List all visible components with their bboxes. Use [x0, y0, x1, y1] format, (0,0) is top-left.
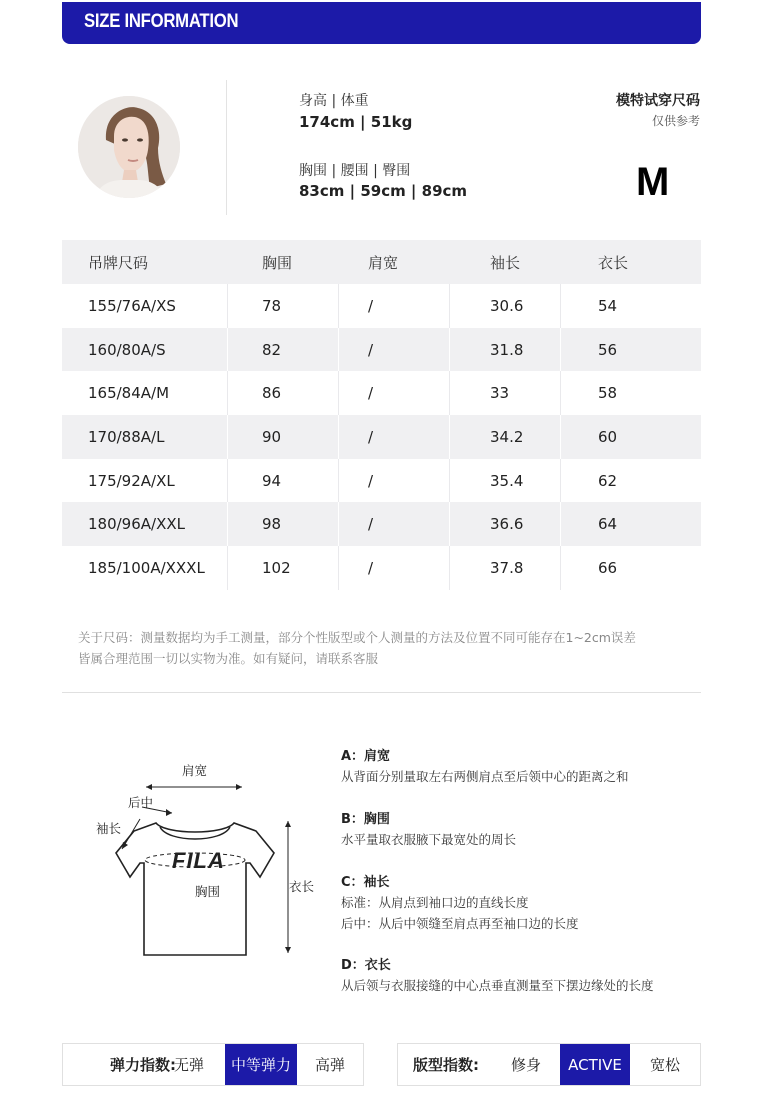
- cell-separator: [560, 371, 561, 415]
- table-cell: 66: [598, 558, 618, 577]
- description-title: B：胸围: [341, 812, 390, 827]
- table-cell: 102: [262, 558, 291, 577]
- cell-separator: [227, 546, 228, 590]
- model-fit-size: M: [636, 160, 670, 204]
- model-avatar: [78, 96, 180, 198]
- table-cell: 175/92A/XL: [88, 471, 175, 490]
- table-cell: 155/76A/XS: [88, 296, 176, 315]
- cell-separator: [227, 371, 228, 415]
- measurement-diagram: [82, 745, 332, 975]
- cell-separator: [449, 415, 450, 459]
- cell-separator: [449, 328, 450, 372]
- cell-separator: [227, 502, 228, 546]
- table-cell: 31.8: [490, 340, 524, 359]
- description-title: C：袖长: [341, 875, 390, 890]
- fit-index: [397, 1043, 701, 1086]
- description-text: 从后领与衣服接缝的中心点垂直测量至下摆边缘处的长度: [341, 978, 654, 993]
- chest-label: 胸围: [195, 884, 221, 899]
- elasticity-option-high: 高弹: [314, 1056, 345, 1074]
- table-cell: 54: [598, 296, 618, 315]
- table-cell: 肩宽: [368, 253, 399, 272]
- table-cell: 180/96A/XXL: [88, 515, 185, 534]
- cell-separator: [560, 415, 561, 459]
- cell-separator: [560, 459, 561, 503]
- table-cell: 60: [598, 427, 618, 446]
- fila-logo: FILA: [172, 848, 225, 873]
- table-cell: 56: [598, 340, 618, 359]
- size-table: [62, 240, 701, 590]
- table-cell: /: [368, 384, 374, 403]
- cell-separator: [560, 502, 561, 546]
- table-cell: 170/88A/L: [88, 427, 165, 446]
- table-cell: 袖长: [490, 253, 521, 272]
- cell-separator: [338, 328, 339, 372]
- cell-separator: [338, 502, 339, 546]
- table-cell: 78: [262, 296, 282, 315]
- table-cell: /: [368, 515, 374, 534]
- cell-separator: [449, 546, 450, 590]
- shoulder-width-label: 肩宽: [182, 763, 208, 778]
- description-text: 后中：从后中领缝至肩点再至袖口边的长度: [341, 916, 579, 931]
- fit-label: 版型指数:: [413, 1056, 479, 1074]
- cell-separator: [227, 415, 228, 459]
- cell-separator: [227, 459, 228, 503]
- page-title: SIZE INFORMATION: [84, 11, 239, 32]
- table-cell: 185/100A/XXXL: [88, 558, 205, 577]
- model-divider: [226, 80, 227, 215]
- table-cell: 35.4: [490, 471, 524, 490]
- cell-separator: [227, 284, 228, 328]
- table-cell: /: [368, 427, 374, 446]
- elasticity-label: 弹力指数:: [110, 1056, 176, 1074]
- table-cell: 衣长: [598, 253, 629, 272]
- fit-option-loose: 宽松: [649, 1056, 680, 1074]
- elasticity-index: [62, 1043, 364, 1086]
- table-header: [62, 240, 701, 284]
- height-weight-value: 174cm | 51kg: [299, 113, 413, 131]
- table-cell: 62: [598, 471, 618, 490]
- height-weight-label: 身高 | 体重: [299, 93, 369, 109]
- table-cell: 34.2: [490, 427, 524, 446]
- description-title: D：衣长: [341, 958, 391, 973]
- cell-separator: [449, 284, 450, 328]
- size-note-line2: 皆属合理范围一切以实物为准。如有疑问，请联系客服: [78, 651, 379, 666]
- cell-separator: [338, 371, 339, 415]
- back-center-label: 后中: [128, 795, 154, 810]
- cell-separator: [560, 284, 561, 328]
- model-portrait-icon: [78, 96, 180, 198]
- table-cell: 82: [262, 340, 282, 359]
- table-row: [62, 284, 701, 328]
- table-cell: 33: [490, 384, 510, 403]
- table-cell: 98: [262, 515, 282, 534]
- table-cell: 86: [262, 384, 282, 403]
- table-cell: /: [368, 340, 374, 359]
- measurements-label: 胸围 | 腰围 | 臀围: [299, 163, 411, 179]
- description-text: 水平量取衣服腋下最宽处的周长: [341, 832, 517, 847]
- cell-separator: [449, 371, 450, 415]
- fit-option-slim: 修身: [510, 1056, 541, 1074]
- table-cell: 胸围: [262, 253, 293, 272]
- table-row: [62, 328, 701, 372]
- table-cell: 160/80A/S: [88, 340, 166, 359]
- section-divider: [62, 692, 701, 693]
- table-cell: 94: [262, 471, 282, 490]
- cell-separator: [338, 546, 339, 590]
- table-row: [62, 502, 701, 546]
- elasticity-option-none: 无弹: [173, 1056, 204, 1074]
- description-text: 从背面分别量取左右两侧肩点至后领中心的距离之和: [341, 769, 629, 784]
- table-row: [62, 415, 701, 459]
- cell-separator: [227, 328, 228, 372]
- model-fit-subtitle: 仅供参考: [651, 114, 700, 128]
- size-note-line1: 关于尺码：测量数据均为手工测量，部分个性版型或个人测量的方法及位置不同可能存在1~2cm误差: [78, 630, 636, 645]
- sleeve-length-label: 袖长: [96, 821, 122, 836]
- table-row: [62, 546, 701, 590]
- cell-separator: [449, 459, 450, 503]
- table-cell: 90: [262, 427, 282, 446]
- table-cell: /: [368, 558, 374, 577]
- table-cell: /: [368, 471, 374, 490]
- cell-separator: [338, 415, 339, 459]
- model-fit-title: 模特试穿尺码: [616, 93, 700, 109]
- table-cell: 36.6: [490, 515, 524, 534]
- garment-length-label: 衣长: [289, 879, 315, 894]
- cell-separator: [338, 284, 339, 328]
- table-cell: 64: [598, 515, 618, 534]
- elasticity-option-medium: 中等弹力: [225, 1044, 297, 1085]
- description-title: A：肩宽: [341, 749, 391, 764]
- table-row: [62, 371, 701, 415]
- fit-option-active: ACTIVE: [560, 1044, 630, 1085]
- table-cell: /: [368, 296, 374, 315]
- table-row: [62, 459, 701, 503]
- cell-separator: [449, 502, 450, 546]
- table-cell: 165/84A/M: [88, 384, 170, 403]
- table-cell: 30.6: [490, 296, 524, 315]
- table-cell: 吊牌尺码: [88, 253, 149, 272]
- table-cell: 37.8: [490, 558, 524, 577]
- cell-separator: [338, 459, 339, 503]
- measurements-value: 83cm | 59cm | 89cm: [299, 182, 468, 200]
- description-text: 标准：从肩点到袖口边的直线长度: [341, 895, 529, 910]
- cell-separator: [560, 328, 561, 372]
- table-cell: 58: [598, 384, 618, 403]
- cell-separator: [560, 546, 561, 590]
